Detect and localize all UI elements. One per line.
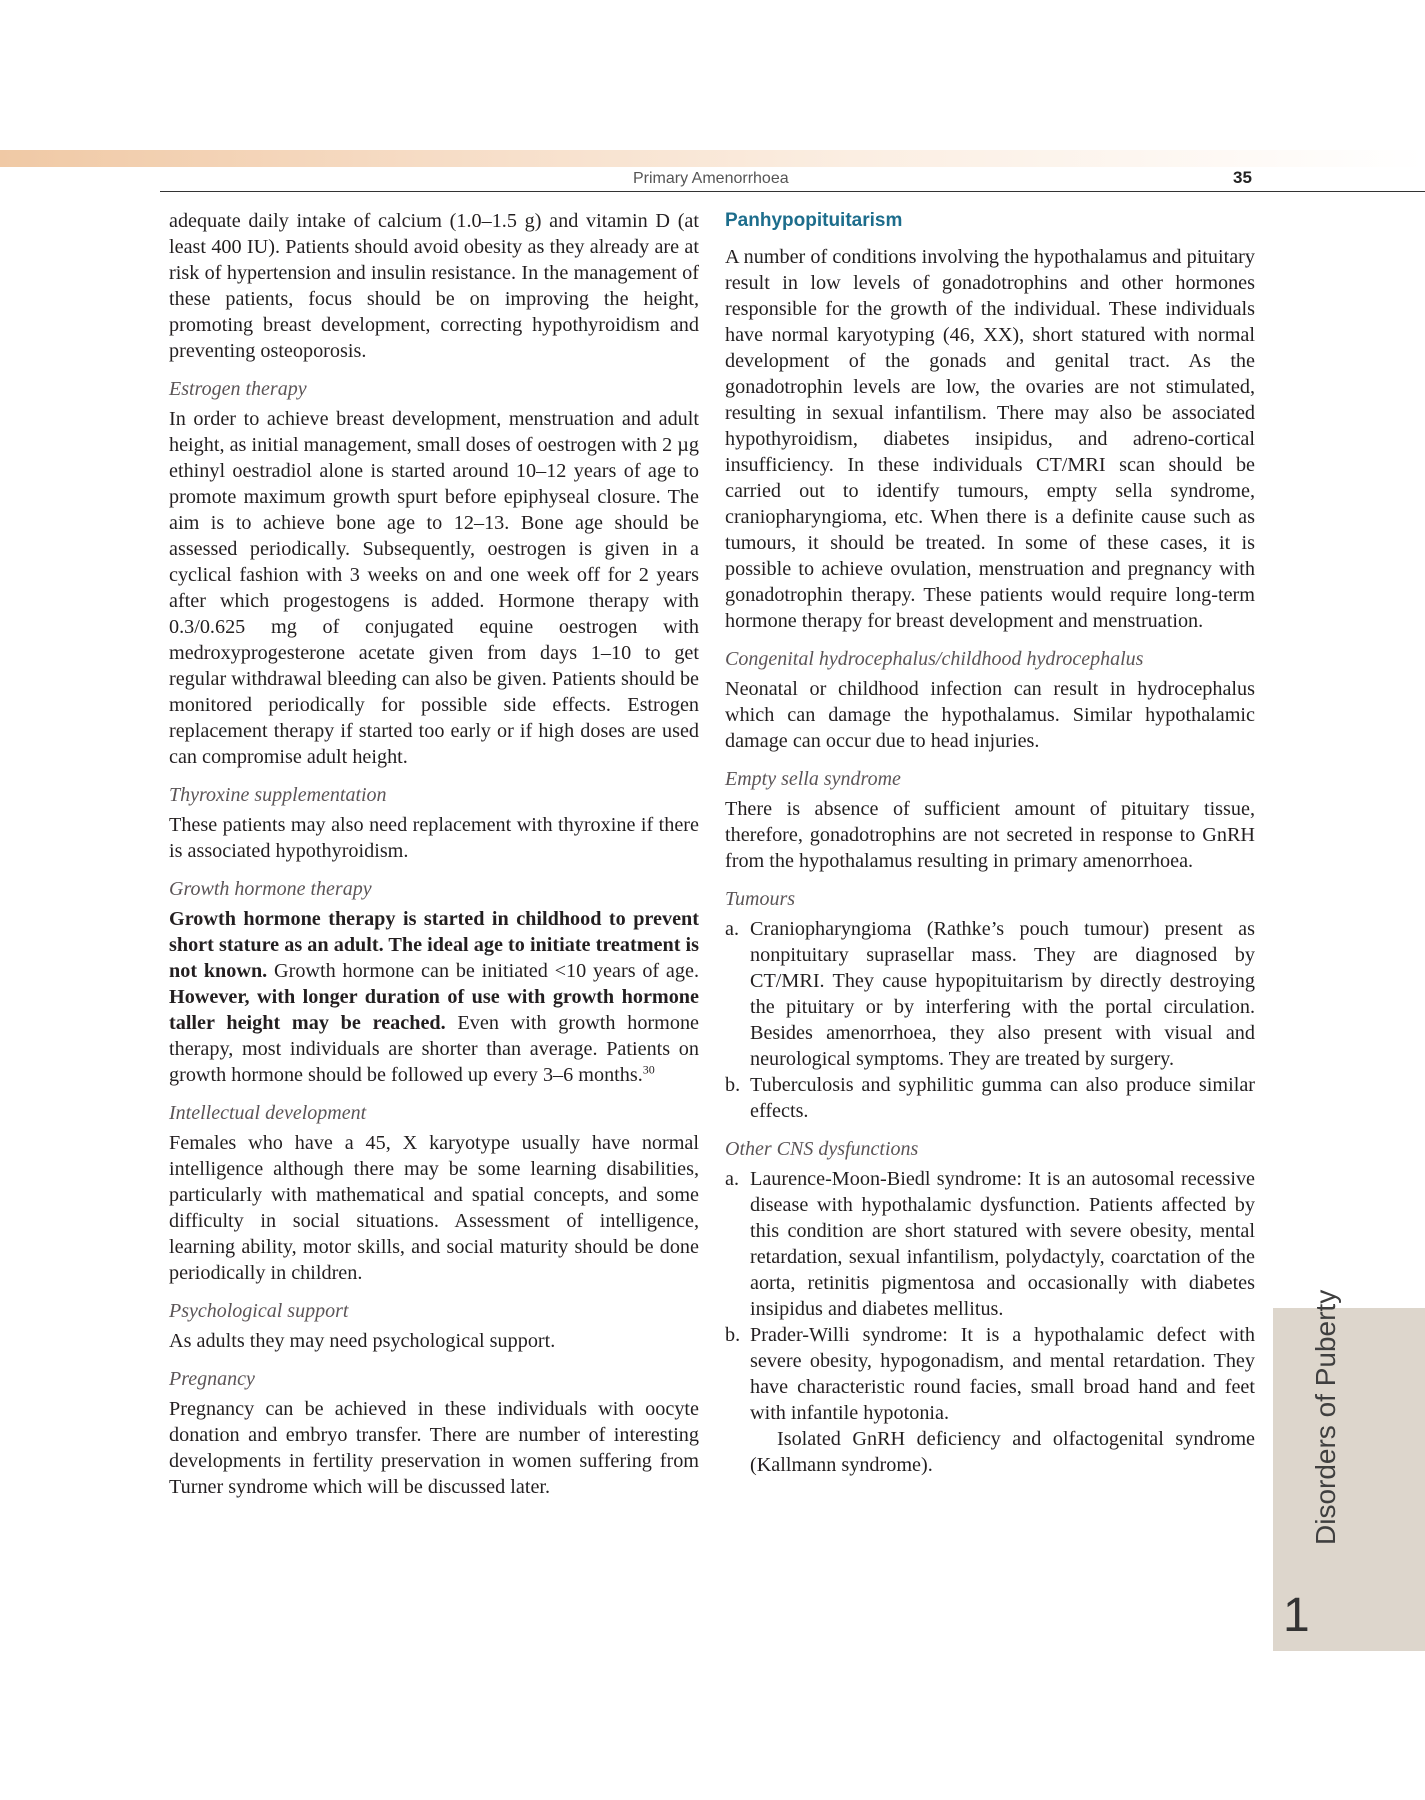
- thyroxine-paragraph: These patients may also need replacement with thyroxine if there is associated hypothyroidism.: [169, 814, 699, 862]
- pregnancy-heading: Pregnancy: [169, 1368, 255, 1390]
- cns-heading: Other CNS dysfunctions: [725, 1138, 919, 1160]
- list-marker: a.: [725, 918, 740, 940]
- panhypopituitarism-heading: Panhypopituitarism: [725, 210, 903, 231]
- header-color-band: [0, 150, 1425, 167]
- list-item: [725, 1072, 1255, 1124]
- chapter-tab-label: Disorders of Puberty: [1310, 1289, 1341, 1545]
- growth-reference: 30: [642, 1062, 655, 1077]
- intellectual-paragraph: Females who have a 45, X karyotype usually have normal intelligence although there may be some learning disabilities, particularly with mathematical and spatial concepts, and some difficulty in social situations. Assessment of intelligence, learning ability, motor skills, and social maturity should be done periodically in children.: [169, 1132, 699, 1284]
- growth-bold-2: However, with longer duration of use with growth hormone taller height may be reached.: [169, 986, 699, 1034]
- growth-paragraph: [169, 906, 699, 1088]
- empty-sella-paragraph: There is absence of sufficient amount of pituitary tissue, therefore, gonadotrophins are not secreted in response to GnRH from the hypothalamus resulting in primary amenorrhoea.: [725, 798, 1255, 872]
- intellectual-heading: Intellectual development: [169, 1102, 367, 1124]
- growth-bold-1: Growth hormone therapy is started in childhood to prevent short stature as an adult. The ideal age to initiate treatment is not known.: [169, 908, 699, 982]
- psych-paragraph: As adults they may need psychological support.: [169, 1330, 556, 1352]
- right-column: [725, 208, 1255, 1478]
- header-rule: [160, 191, 1425, 192]
- growth-text-1: Growth hormone can be initiated <10 years of age.: [267, 960, 699, 982]
- list-item-text: Laurence-Moon-Biedl syndrome: It is an autosomal recessive disease with hypothalamic dysfunction. Patients affected by this condition are short statured with severe obesity, mental retardation, sexual infantilism, polydactyly, coarctation of the aorta, retinitis pigmentosa and occasionally with diabetes insipidus and diabetes mellitus.: [750, 1168, 1255, 1320]
- hydrocephalus-paragraph: Neonatal or childhood infection can result in hydrocephalus which can damage the hypothalamus. Similar hypothalamic damage can occur due to head injuries.: [725, 678, 1255, 752]
- thyroxine-heading: Thyroxine supplementation: [169, 784, 387, 806]
- list-item-text: Craniopharyngioma (Rathke’s pouch tumour) present as nonpituitary suprasellar mass. They are diagnosed by CT/MRI. They cause hypopituitarism by directly destroying the pituitary or by interfering with the portal circulation. Besides amenorrhoea, they also present with visual and neurological symptoms. They are treated by surgery.: [750, 918, 1255, 1070]
- growth-text-2: Even with growth hormone therapy, most individuals are shorter than average. Patients on growth hormone should be followed up every 3–6 months.: [169, 1012, 699, 1086]
- intro-paragraph: adequate daily intake of calcium (1.0–1.5 g) and vitamin D (at least 400 IU). Patients should avoid obesity as they already are at risk of hypertension and insulin resistance. In the management of these patients, focus should be on improving the height, promoting breast development, correcting hypothyroidism and preventing osteoporosis.: [169, 210, 699, 362]
- empty-sella-heading: Empty sella syndrome: [725, 768, 901, 790]
- page-number: 35: [1233, 168, 1252, 187]
- panhypopituitarism-paragraph: A number of conditions involving the hypothalamus and pituitary result in low levels of gonadotrophins and other hormones responsible for the growth of the individual. These individuals have normal karyotyping (46, XX), short statured with normal development of the gonads and genital tract. As the gonadotrophin levels are low, the ovaries are not stimulated, resulting in sexual infantilism. There may also be associated hypothyroidism, diabetes insipidus, and adreno-cortical insufficiency. In these individuals CT/MRI scan should be carried out to identify tumours, empty sella syndrome, craniopharyngioma, etc. When there is a definite cause such as tumours, it should be treated. In some of these cases, it is possible to achieve ovulation, menstruation and pregnancy with gonadotrophin therapy. These patients would require long-term hormone therapy for breast development and menstruation.: [725, 246, 1255, 632]
- list-item: [725, 916, 1255, 1072]
- tumours-list: [725, 916, 1255, 1124]
- list-marker: b.: [725, 1324, 741, 1346]
- left-column: [169, 208, 699, 1500]
- list-marker: a.: [725, 1168, 740, 1190]
- estrogen-paragraph: In order to achieve breast development, menstruation and adult height, as initial management, small doses of oestrogen with 2 µg ethinyl oestradiol alone is started around 10–12 years of age to promote maximum growth spurt before epiphyseal closure. The aim is to achieve bone age to 12–13. Bone age should be assessed periodically. Subsequently, oestrogen is given in a cyclical fashion with 3 weeks on and one week off for 2 years after which progestogens is added. Hormone therapy with 0.3/0.625 mg of conjugated equine oestrogen with medroxyprogesterone acetate given from days 1–10 to get regular withdrawal bleeding can also be given. Patients should be monitored periodically for possible side effects. Estrogen replacement therapy if started too early or if high doses are used can compromise adult height.: [169, 408, 699, 768]
- hydrocephalus-heading: Congenital hydrocephalus/childhood hydrocephalus: [725, 648, 1144, 670]
- growth-heading: Growth hormone therapy: [169, 878, 372, 900]
- cns-continuation: Isolated GnRH deficiency and olfactogenital syndrome (Kallmann syndrome).: [750, 1428, 1255, 1476]
- list-item: [725, 1166, 1255, 1322]
- list-item: [725, 1322, 1255, 1426]
- psych-heading: Psychological support: [169, 1300, 349, 1322]
- estrogen-heading: Estrogen therapy: [169, 378, 307, 400]
- list-marker: b.: [725, 1074, 741, 1096]
- chapter-number: 1: [1283, 1589, 1310, 1642]
- pregnancy-paragraph: Pregnancy can be achieved in these individuals with oocyte donation and embryo transfer. There are number of interesting developments in fertility preservation in women suffering from Turner syndrome which will be discussed later.: [169, 1398, 699, 1498]
- cns-list: [725, 1166, 1255, 1426]
- list-item-text: Tuberculosis and syphilitic gumma can also produce similar effects.: [750, 1074, 1255, 1122]
- running-title: Primary Amenorrhoea: [633, 170, 789, 187]
- list-item-text: Prader-Willi syndrome: It is a hypothalamic defect with severe obesity, hypogonadism, and mental retardation. They have characteristic round facies, small broad hand and feet with infantile hypotonia.: [750, 1324, 1255, 1424]
- tumours-heading: Tumours: [725, 888, 796, 910]
